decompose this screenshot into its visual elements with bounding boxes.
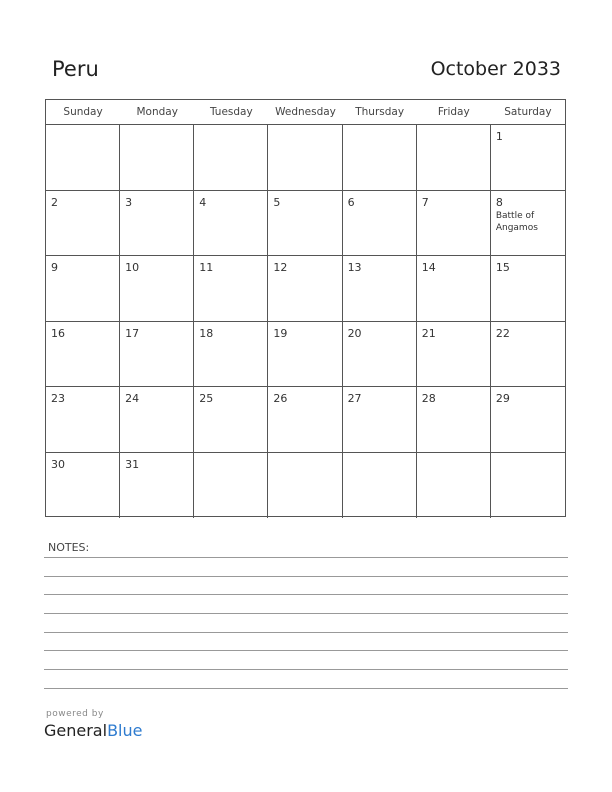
day-cell [268,322,342,387]
day-cell [46,256,120,321]
day-cell [120,453,194,519]
week-row [46,453,565,519]
day-cell [120,387,194,452]
day-number: 23 [51,392,65,405]
day-number: 26 [273,392,288,405]
day-cell [268,256,342,321]
day-number: 10 [125,261,140,274]
day-cell [417,191,491,256]
day-cell [343,387,417,452]
empty-day-cell [343,453,417,519]
day-cell [417,322,491,387]
day-number: 13 [347,261,362,274]
weekday-header: Friday [437,106,470,118]
day-number: 18 [199,326,214,340]
weekday-header: Sunday [63,106,103,118]
note-line [44,650,568,651]
brand-general: General [44,721,108,740]
day-number: 3 [125,195,133,209]
day-number: 28 [421,392,436,405]
weekday-header: Wednesday [275,106,336,118]
day-number: 21 [421,326,436,340]
day-cell [491,125,565,190]
day-number: 19 [273,326,288,340]
week-row [46,256,565,322]
day-number: 24 [125,392,140,405]
note-line [44,594,568,595]
empty-day-cell [417,125,491,190]
day-number: 29 [495,392,510,405]
empty-day-cell [120,125,194,190]
notes-label: NOTES: [48,541,90,554]
weekday-header: Monday [136,106,178,118]
brand-logo[interactable] [44,721,142,741]
day-cell [417,256,491,321]
day-number: 2 [51,195,58,209]
day-cell [194,322,268,387]
holiday-label: Battle of Angamos [495,210,538,233]
weekday-header-row [46,100,565,125]
day-number: 15 [495,261,510,274]
day-cell [46,387,120,452]
day-cell [194,256,268,321]
empty-day-cell [268,125,342,190]
week-row [46,387,565,453]
day-cell [491,387,565,452]
day-cell [46,191,120,256]
calendar-grid [45,99,566,517]
empty-day-cell [194,125,268,190]
empty-day-cell [417,453,491,519]
day-number: 22 [495,326,510,340]
weekday-header: Thursday [355,106,405,118]
week-row [46,125,565,191]
day-cell [120,191,194,256]
note-line [44,669,568,670]
week-row [46,322,565,388]
day-number: 8 [495,195,503,209]
empty-day-cell [46,125,120,190]
note-line [44,613,568,614]
day-number: 14 [421,261,436,274]
day-number: 30 [51,457,65,471]
day-cell [268,191,342,256]
week-row [46,191,565,257]
empty-day-cell [268,453,342,519]
day-cell [120,256,194,321]
weeks-container [46,125,565,518]
weekday-header: Saturday [504,106,552,118]
brand-blue: Blue [107,721,143,740]
day-cell [491,322,565,387]
day-number: 27 [347,392,362,405]
day-cell [46,322,120,387]
empty-day-cell [491,453,565,519]
day-number: 7 [421,195,429,209]
day-number: 31 [125,457,140,471]
note-line [44,688,568,689]
note-line [44,632,568,633]
weekday-header: Tuesday [209,106,253,118]
day-cell [343,191,417,256]
day-number: 12 [273,261,288,274]
powered-by-text: powered by [46,709,104,719]
day-cell [343,256,417,321]
day-number: 9 [51,261,58,274]
day-number: 11 [199,261,214,274]
empty-day-cell [343,125,417,190]
day-cell [417,387,491,452]
day-cell [120,322,194,387]
day-cell [268,387,342,452]
day-number: 17 [125,326,140,340]
note-line [44,557,568,558]
day-number: 6 [347,195,355,209]
day-cell [491,256,565,321]
day-number: 5 [273,195,281,209]
day-cell [194,191,268,256]
note-line [44,576,568,577]
day-cell [343,322,417,387]
day-cell [491,191,565,256]
day-number: 20 [347,326,362,340]
day-cell [194,387,268,452]
day-number: 1 [495,130,503,143]
day-cell [46,453,120,519]
day-number: 25 [199,392,214,405]
day-number: 4 [199,195,207,209]
empty-day-cell [194,453,268,519]
day-number: 16 [51,326,65,340]
month-year-title: October 2033 [430,58,561,80]
country-title: Peru [52,57,99,81]
